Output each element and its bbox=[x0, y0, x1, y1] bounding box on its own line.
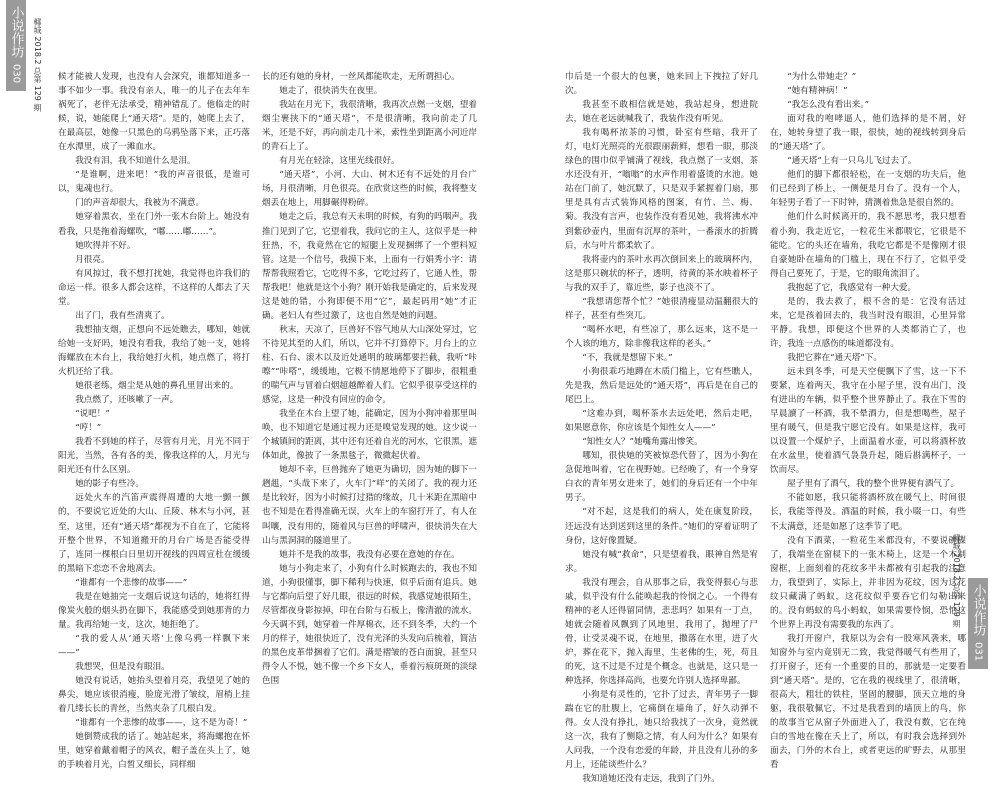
paragraph: 我看不到她的样子，尽管有月光，月光不同于阳光，当然，各有各的美，像我这样的人，月光与阳光还有什么区别。 bbox=[58, 437, 250, 476]
paragraph: 我坐在木台上望了她，能确定，因为小狗冲着那里叫唤，也不知道它是通过视力还是嗅觉发现的她。这少说一个城镇间的距离，其中还有还着自光的河水，它很黑，遮体如此，像披了一条黑毯子，微微起伏着。 bbox=[262, 409, 477, 462]
paragraph: 没有下酒菜，一粒花生米都没有，不要说碗碟了，我端坐在窗棂下的一张木椅上，这是一个木制窗框，上面刻着的花纹多半未都被有引起我的注意力，我望到了，实际上，并非因为花纹，因为这花纹只藏满了蚂蚁，这花纹似乎要吞它们勾勒出来的。没有蚂蚁的鸟小蚂蚁，如果需要怜悯，恐怕这个世界上再没有需要我的东西了。 bbox=[770, 535, 966, 630]
paragraph: “我想请您帮个忙？”她很清瘦显动温翻很大的样子，甚至有些突兀。 bbox=[565, 296, 758, 321]
paragraph: 她走之后，我总有天未明的时候，有狗的吗咽声。我推门见到了它，它望着我，我问它的主人，这似乎是一种狂热，不，我竟然在它的短腿上发现捆绑了一个塑料短管。这是一个信号，我摸下来，上面有一行娟秀小字：请帮帮我照看它，它吃得不多，它吃过药了，它通人性，帮帮我吧！他就是这个小狗？刚开始我是确定的，后来发现这是她的错，小狗即便不用“它”，最起码用“她”才正确。老妇人有些过激了，这也自然是她的问题。 bbox=[262, 212, 477, 321]
paragraph: 秋末，天凉了，巨兽好不容气地从大山深处穿过，它不待见其至的人们，所以，它并不打算停下。月台上的立柱、石台、滚木以及近处通明的玻璃都要拦截，我听“咔嚓”“咔嗒”，缓缓地，它极不情愿地停下了脚步，很粗重的喘气声与冒着白烟超越醉着人们。它似乎很享受这样的感觉，这是一种没有回应的命令。 bbox=[262, 324, 477, 406]
paragraph: 候才能被人发现，也没有人会深究，谁都知道多一事不如少一事。我没有亲人，唯一的儿子在去年车祸死了，老伴无法承受，精神错乱了。他临走的时候，说，她能爬上“通天塔”。是的，她爬上去了，在最高层，她像一只黑色的乌鸦坠落下来，正巧落在水潭里，成了一滩血水。 bbox=[58, 72, 250, 153]
paragraph: 他们什么时候离开的，我不愿思考，我只想看着小狗，我走近它，一粒花生米都喂它，它很是不能吃。它的头还在墙角，我吃它都是不是像刚才很自豪她卧在墙角的门槛上，现在不行了，它似乎受得自己要死了，于是，它的眼角流泪了。 bbox=[770, 212, 966, 279]
section-tab-left bbox=[6, 0, 26, 91]
paragraph: 小狗是有灵性的，它扑了过去，青年男子一脚踹在它的肚腹上，它痛倒在墙角了，好久动弹不得。女人没有挣扎，她只给我找了一次身，竟然就这一次，我有了恻隐之情，有人问为什么？如果有人问我，一个没有恋爱的年龄，并且没有儿孙的多月上，还能谈些什么？ bbox=[565, 690, 758, 771]
paragraph: 屋子里有了酒气，我的整个世界便有酒气了。 bbox=[787, 479, 960, 490]
paragraph: 她穿着黑衣，坐在门外一张木台阶上。她没有看我，只是拖着海螺吹，“嘟……嘟……”。 bbox=[58, 212, 250, 237]
paragraph: 远处火车的汽笛声震得周遭的大地一颤一颤的，不要说它近处的大山、丘陵、林木与小河，甚至，这里，还有“通天塔”都视为不自在了，它能将开整个世界，不知道搬开的月台广场是否能受得了，连同一棵根白日里切开视线的四周宣杜在缓缓的黑暗下恋恋不舍地离去。 bbox=[58, 493, 250, 574]
paragraph: 我甚至不敢相信就是她，我站起身，想进院去，她在老远就喊我了，我装作没有听见。 bbox=[565, 100, 758, 125]
paragraph: “这难办到，喝杯茶水去远处吧，然后走吧，如果愿意你，你应该是个知性女人——” bbox=[565, 409, 758, 434]
section-title: 小说作坊 bbox=[8, 6, 24, 58]
section-title-right: 小说作坊 bbox=[970, 583, 986, 636]
paragraph: “通天塔”，小河、大山、树木还有不远处的月台广场，月很清晰，月色很亮。在欣赏这些的时候，我将整支烟丢在地上，用脚碾得粉碎。 bbox=[262, 170, 477, 209]
page-number: 030 bbox=[10, 64, 22, 84]
paragraph: “谁都有一个悲惨的故事——，这不是为奇！” bbox=[75, 718, 248, 729]
paragraph: 远未到冬季，可是天空便飘下了雪，这一下不要紧，连着两天，我守在小屋子里，没有出门，没有进出的车辆，似乎整个世界静止了。我在下雪的早晨讀了一杯酒，我不晕酒力，但是想喝些，屋子里有暖气，但是我宁愿它没有。如果是这样，我可以设置一个煤炉子，上面温着水壶，可以将酒杯放在水盆里，使着酒气袅袅升起，随后斟满杯子，一饮而尽。 bbox=[770, 366, 966, 476]
paragraph: 有月光在轻涂，这里光线很好。 bbox=[279, 156, 400, 167]
paragraph: 小狗很乖巧地蹲在木质门槛上，它有些瞧人，先是我，然后是远处的“通天塔”，再后是在自己的尾巴上。 bbox=[565, 366, 758, 406]
text-column-1 bbox=[58, 70, 250, 771]
paragraph: “哼！” bbox=[75, 423, 102, 434]
paragraph: 我打开窗户，我原以为会有一股寒风袭来，哪知窗外与室内竟别无二致，我觉得暖气有些用了，打开窗子，还有一个重要的目的，那就是一定要看到“通天塔”。是的，它在我的视线里了，很清晰，很高大，粗壮的铁柱，坚固的腰脚，顶天立地的身躯，我很敬佩它，不过是我看到的墙顶上的鸟，你的故事当它从窗子外面进入了，我没有数，它在纯白的雪地在像在夭上了，所以，有时我会选择到外面去，门外的木台上，或者更远的旷野去，从那里看 bbox=[770, 633, 966, 771]
paragraph: 我是在她抽完一支烟后说这句话的，她将红得像炭火般的烟头扔在脚下，我能感受到她那背的力量。我再给她一支，这次，她拒绝了。 bbox=[58, 591, 250, 630]
paragraph: 是的，我去救了，根不舍的是：它没有活过来，它是孩着回去的，我当时没有眼泪，心里异常平静。我想，即便这个世界的人类都消亡了，也许，我连一点感伤的味道都没有。 bbox=[770, 296, 966, 349]
paragraph: 我点燃了，还咳嗽了一声。 bbox=[75, 395, 179, 406]
paragraph: 她没有喊“救命”，只是望着我，眼神自然是宥求。 bbox=[565, 549, 758, 574]
paragraph: 我抱起了它，我感觉有一种大爱。 bbox=[787, 282, 917, 293]
paragraph: 我将壶内的茶叶水再次倒回来上的玻璃杯内，这是那只碗状的杯子，透明，待黄的茶水映着杯子与我的双手了，靠近些，影子也淡不了。 bbox=[565, 254, 758, 293]
paragraph: 我没有泪，我不知道什么是泪。 bbox=[75, 156, 196, 167]
paragraph: “对不起，这是我们的病人，处在康复阶段，还远没有达到送到这里的条件。”她们的穿着证明了身份，这好像置疑。 bbox=[565, 507, 758, 546]
paragraph: 不能如愿，我只能将酒杯放在暖气上，时间很长，我能等得及。酒温的时候，我小啜一口，有些不太满意，还是如愿了这季节了吧。 bbox=[770, 493, 966, 532]
paragraph: “我的爱人从‘通天塔’上像乌鸦一样飘下来——” bbox=[58, 633, 250, 658]
paragraph: 我有喝杯浓茶的习惯，卧室有些暗，我开了灯，电灯光照亮的光很跟丽薪鲜，想看一眼，那淡绿色的围巾似乎铺满了视线，我点燃了一支烟，茶水还没有开，“嗡嗡”的水声作用着盛烫的水池。她站在门前了，她沉默了，只是双手紧握着门扇，那里是具有古式装饰风格的图案，有竹、兰、梅、菊。我没有言声，也装作没有看见她，我将沸水冲到紫砂壶内，里面有沉厚的茶叶，一番滚水的折腾后，水与叶片都柔软了。 bbox=[565, 128, 758, 251]
paragraph: 出了门，我有些清爽了。 bbox=[75, 310, 170, 321]
paragraph: 她并不是我的故事，我没有必要在意她的存在。 bbox=[279, 549, 460, 560]
right-page bbox=[497, 0, 994, 785]
paragraph: 她却不幸，巨兽抛弃了她更为确切，因为她的脚下一趔趄，“头哉下来了，火车门“咩”的关闭了。我的视力还是比较好，因为小时候打过猎的缘故，几十米距在黑暗中也不知是在看得准确无误，火车上的车窗打开了，有人在叫嚷，没有用的，随着风与巨兽的呼啸声，很快消失在大山与黑洞洞的隧道里了。 bbox=[262, 465, 477, 546]
paragraph: 面对我的咆哮逼人，他们选择的是不屑，好在，她转身望了我一眼，很快，她的视线转到身后的“通天塔”了。 bbox=[770, 114, 966, 153]
text-column-2 bbox=[262, 70, 477, 687]
paragraph: 她没有说话，她抬头望着月亮，我望见了她的鼻尖，她应该很消瘦，脸庞光滑了皱纹，眉梢上挂着几缕长长的青丝，当然夹杂了几根白发。 bbox=[58, 676, 250, 715]
paragraph: 哪知，很快她的笑被惊恐代替了，因为小狗在急促地叫着，它在视野她。已经晚了，有一个身穿白衣的青年男女进来了，她们的身后还有一个中年男子。 bbox=[565, 451, 758, 504]
paragraph: 我知道她还没有走远，我到了门外。 bbox=[582, 774, 720, 785]
paragraph: 她吹得并不好。 bbox=[75, 240, 136, 251]
paragraph: 他们的脚下都很轻松，在一支烟的功夫后，他们已经到了桥上，一侧便是月台了。没有一个人，年轻男子看了一下时钟，猜测着焦急是很自然的。 bbox=[770, 170, 966, 209]
paragraph: 我想哭，但是没有眼泪。 bbox=[75, 661, 170, 672]
paragraph: “为什么带她走？” bbox=[787, 72, 857, 82]
page-number-right: 031 bbox=[972, 641, 984, 661]
issue-label: 椰城 2018.2 总第 129 期 bbox=[33, 18, 42, 112]
paragraph: “喝杯水吧，有些凉了，那么远来，这不是一个人该的地方，除非像我这样的老头。” bbox=[565, 324, 758, 349]
paragraph: “不，我就是想留下来。” bbox=[582, 352, 673, 363]
paragraph: “知性女人？”她嘴角露出惨笑。 bbox=[582, 437, 703, 448]
paragraph: “说吧！” bbox=[75, 409, 110, 420]
paragraph: 她的影子有些冷。 bbox=[75, 479, 144, 490]
paragraph: 有风掠过，我不想打扰她，我觉得也许我们的命运一样。很多人都会这样，不这样的人都去了天堂。 bbox=[58, 268, 250, 307]
paragraph: 她很老练，烟尘是从她的鼻孔里冒出来的。 bbox=[75, 381, 239, 392]
paragraph: 我没有理会，自从那事之后，我变得狠心与悲戚，似乎没有什么能唤起我的怜悯之心。一个得有精神的老人还得留同情，悲悲吗？如果有一丁点，她就会随着风飘到了风地里，我用了，抛埋了尸骨，让受灵魂不说，在地里，撒落在水里，进了火炉，葬在花下，抛入海里，生老佛的生，死，苟且的死，这不过是不过是个概念。也就是，这只是一种选择，你选择高尚，也要允许别人选择卑鄙。 bbox=[565, 577, 758, 687]
paragraph: 长的还有她的身材，一丝风都能吹走，无所谓担心。 bbox=[262, 72, 460, 82]
paragraph: 月很亮。 bbox=[75, 254, 110, 265]
paragraph: 她与小狗走来了，小狗有什么时候跑去的，我也不知道，小狗很懂事，脚下稀利与快速，似乎后面有追兵。她与它都向后望了好几眼，很远的时候，我感觉她很陌生，尽管都夜身影掠掉，印在台阶与石板上，像清澈的流水。今天调不到，她穿着一件厚棉衣，还不到冬季，大约一个月的样子，她很快近了，没有光泽的头发向后梳着，简洁的黑色皮革带捆着了它们。满是褶皱的苍白面貌，甚至只得令人不悦，她不像一个乡下女人，垂着污痕斑斑的淡绿色围 bbox=[262, 563, 477, 687]
text-column-3 bbox=[565, 70, 758, 785]
left-page bbox=[0, 0, 498, 771]
paragraph: “谁都有一个悲惨的故事——” bbox=[75, 577, 188, 588]
issue-label-right: 椰城 2018.2 总第 129 期 bbox=[952, 533, 961, 627]
paragraph: “是谁啊，进来吧！”我的声音很低，是谁可以，鬼魂也行。 bbox=[58, 170, 250, 195]
paragraph: 我想抽支烟，正想向不远处瞧去，哪知，她就给她一支好吗，她没有看我，我给了她一支，她将海螺放在木台上，我给她打火机，她点燃了，将打火机还给了我。 bbox=[58, 324, 250, 377]
paragraph: “我怎么没有看出来。” bbox=[787, 100, 870, 111]
paragraph: 我把它葬在“通天塔”下。 bbox=[787, 352, 882, 363]
paragraph: 她走了，很快消失在夜里。 bbox=[279, 86, 383, 97]
section-tab-right bbox=[968, 578, 988, 669]
paragraph: “她有精神病！” bbox=[787, 86, 848, 97]
paragraph: 她倒赞成我的话了。她站起来，将海螺抱在怀里，她穿着戴着帽子的风衣，帽子盖在头上了，她的手映着月光，白皙又细长，同样细 bbox=[58, 732, 250, 771]
paragraph: 我站在月光下，我很清晰，我再次点燃一支烟，望着烟尘裹挟下的“通天塔”，不是很清晰，我向前走了几米，还是不好，再向前走几十米，索性坐到距离小河近岸的青石上了。 bbox=[262, 100, 477, 153]
text-column-4 bbox=[770, 70, 966, 771]
paragraph: 门的声音却很大，我被为不满意。 bbox=[75, 198, 205, 209]
paragraph: 巾后是一个很大的包裹，她来回上下拽拉了好几次。 bbox=[565, 72, 758, 97]
paragraph: “通天塔”上有一只乌儿飞过去了。 bbox=[787, 156, 917, 167]
